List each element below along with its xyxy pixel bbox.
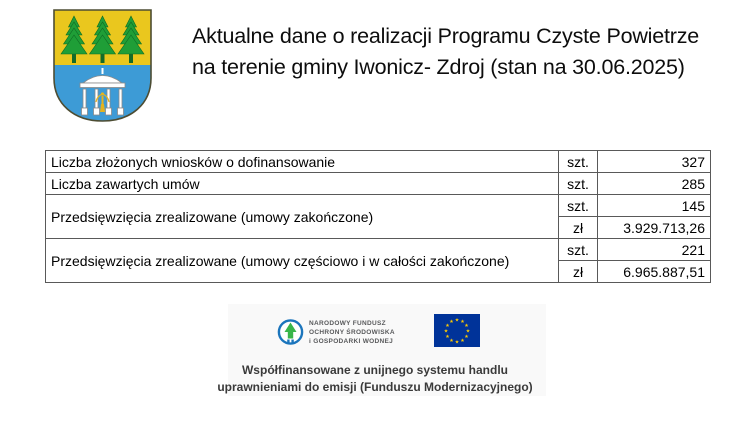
nfosigw-icon (277, 314, 304, 350)
nfosigw-text-line3: i GOSPODARKI WODNEJ (309, 337, 394, 345)
row-value: 145 (598, 195, 711, 217)
row-unit: zł (559, 217, 598, 239)
row-label: Liczba zawartych umów (46, 173, 559, 195)
svg-text:★: ★ (465, 328, 471, 335)
row-label: Przedsięwzięcia zrealizowane (umowy zakończone) (46, 195, 559, 239)
svg-text:★: ★ (449, 318, 454, 325)
row-label: Liczba złożonych wniosków o dofinansowanie (46, 151, 559, 173)
nfosigw-text-line1: NARODOWY FUNDUSZ (309, 319, 386, 327)
svg-text:★: ★ (443, 328, 449, 335)
svg-text:★: ★ (454, 339, 460, 346)
iwonicz-zdroj-coat-of-arms (52, 8, 153, 123)
svg-text:★: ★ (449, 337, 454, 344)
nfosigw-logo (277, 314, 395, 350)
row-unit: szt. (559, 195, 598, 217)
page-title (192, 21, 732, 83)
row-value: 285 (598, 173, 711, 195)
row-value: 6.965.887,51 (598, 261, 711, 283)
svg-text:★: ★ (464, 333, 469, 340)
row-value: 221 (598, 239, 711, 261)
row-unit: szt. (559, 151, 598, 173)
cofinancing-note-line2: uprawnieniami do emisji (Funduszu Modernizacyjnego) (217, 380, 533, 394)
table-row (46, 239, 711, 261)
page-title-line1: Aktualne dane o realizacji Programu Czyste Powietrze (192, 24, 700, 48)
table-row (46, 195, 711, 217)
svg-text:★: ★ (460, 318, 465, 325)
row-value: 3.929.713,26 (598, 217, 711, 239)
row-unit: zł (559, 261, 598, 283)
row-unit: szt. (559, 239, 598, 261)
nfosigw-text-line2: OCHRONY ŚRODOWISKA (309, 328, 395, 336)
row-value: 327 (598, 151, 711, 173)
row-label: Przedsięwzięcia zrealizowane (umowy częściowo i w całości zakończone) (46, 239, 559, 283)
svg-text:★: ★ (445, 322, 450, 329)
cofinancing-note-line1: Współfinansowane z unijnego systemu handlu (241, 363, 509, 377)
svg-text:★: ★ (454, 317, 460, 324)
table-row (46, 151, 711, 173)
eu-flag-icon (434, 314, 480, 347)
nfosigw-logo-text (309, 319, 395, 346)
page-title-line2: na terenie gminy Iwonicz- Zdroj (stan na 30.06.2025) (192, 55, 685, 79)
svg-text:★: ★ (464, 322, 469, 329)
table-row (46, 173, 711, 195)
svg-text:★: ★ (445, 333, 450, 340)
cofinancing-note (0, 362, 750, 396)
row-unit: szt. (559, 173, 598, 195)
program-data-table (45, 150, 711, 283)
svg-text:★: ★ (460, 337, 465, 344)
